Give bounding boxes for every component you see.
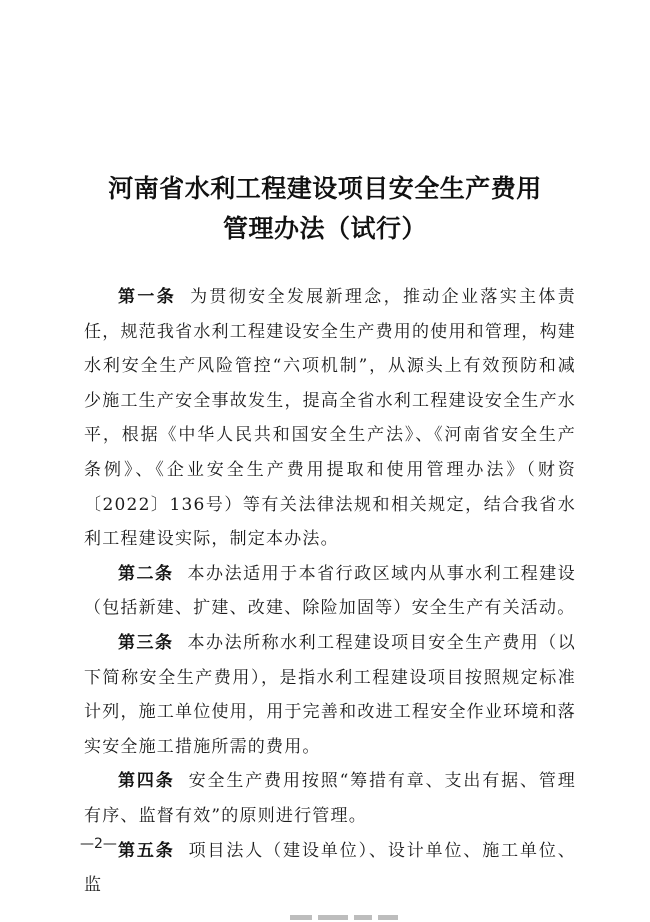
article-5-number: 第五条: [118, 840, 175, 861]
page-number: —2—: [80, 836, 117, 852]
scan-mark: [354, 915, 372, 920]
article-1: [84, 280, 576, 557]
article-4: [84, 764, 576, 833]
article-2: [84, 557, 576, 626]
article-3-number: 第三条: [118, 632, 174, 653]
scan-mark: [318, 915, 348, 920]
document-title-line-2: 管理办法（试行）: [222, 214, 427, 243]
document-body: [84, 280, 576, 903]
scan-mark: [290, 915, 312, 920]
document-title-line-1: 河南省水利工程建设项目安全生产费用: [108, 174, 542, 203]
article-4-number: 第四条: [118, 771, 175, 792]
article-3-text: 本办法所称水利工程建设项目安全生产费用（以下简称安全生产费用），是指水利工程建设项目按照规定标准计列，施工单位使用，用于完善和改进工程安全作业环境和落实安全施工措施所需的费用。: [84, 632, 576, 757]
article-3: [84, 626, 576, 764]
scan-mark: [378, 915, 398, 920]
article-4-text: 安全生产费用按照“筹措有章、支出有据、管理有序、监督有效”的原则进行管理。: [84, 771, 576, 826]
article-1-number: 第一条: [118, 287, 177, 307]
article-2-text: 本办法适用于本省行政区域内从事水利工程建设（包括新建、扩建、改建、除险加固等）安全生产有关活动。: [84, 563, 576, 619]
article-2-number: 第二条: [118, 563, 174, 584]
scan-edge-marks: [290, 912, 400, 922]
article-1-text: 为贯彻安全发展新理念，推动企业落实主体责任，规范我省水利工程建设安全生产费用的使用和管理，构建水利安全生产风险管控“六项机制”，从源头上有效预防和减少施工生产安全事故发生，提高全省水利工程建设安全生产水平，根据《中华人民共和国安全生产法》、《河南省安全生产条例》、《企业安全生产费用提取和使用管理办法》（财资〔2022〕136号）等有关法律法规和相关规定，结合我省水利工程建设实际，制定本办法。: [84, 287, 576, 550]
article-5-text: 项目法人（建设单位）、设计单位、施工单位、监: [84, 840, 576, 896]
article-5: [84, 834, 576, 903]
